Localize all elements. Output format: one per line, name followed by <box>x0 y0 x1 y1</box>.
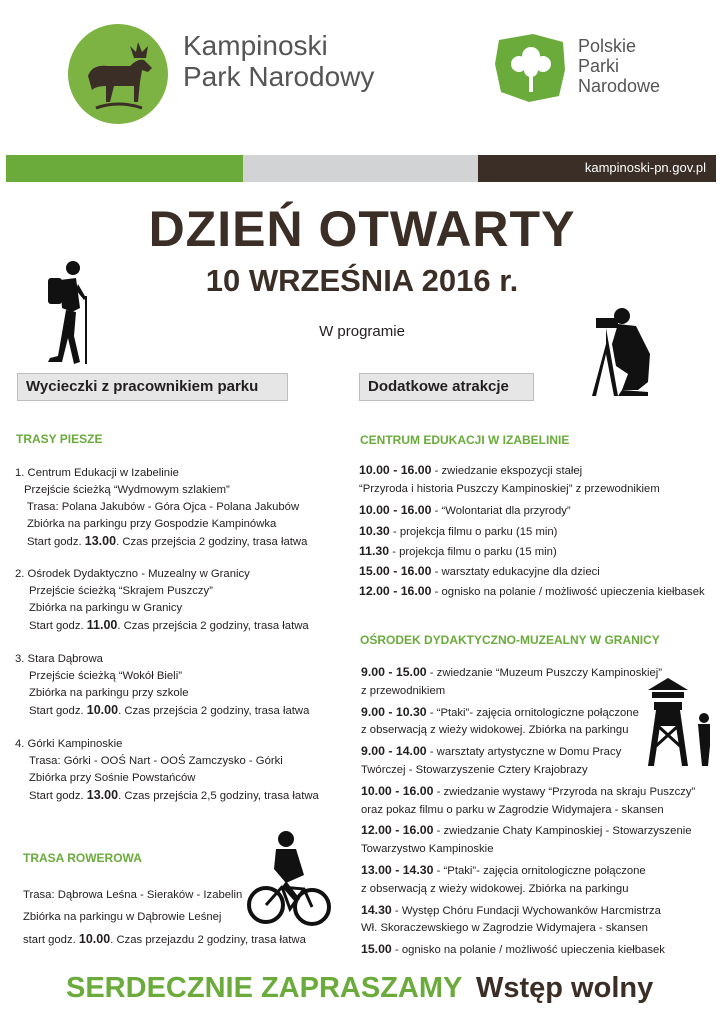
route-4 <box>15 736 319 805</box>
osrodek-item <box>361 883 628 895</box>
centrum-time: 10.00 - 16.00 <box>359 463 432 477</box>
event-date: 10 WRZEŚNIA 2016 r. <box>205 263 519 298</box>
trasy-piesze-heading: TRASY PIESZE <box>16 432 103 446</box>
osrodek-time: 14.30 <box>361 902 392 917</box>
centrum-time: 10.00 - 16.00 <box>359 503 432 518</box>
centrum-time: 11.30 <box>359 543 390 558</box>
route-1-trail: Trasa: Polana Jakubów - Góra Ojca - Polana Jakubów <box>27 501 300 513</box>
program-label: W programie <box>319 323 405 340</box>
route-1-meeting: Zbiórka na parkingu przy Gospodzie Kampinówka <box>27 518 277 530</box>
route-1 <box>15 465 307 551</box>
osrodek-desc: - warsztaty artystyczne w Domu Pracy <box>426 746 622 759</box>
route-3-meeting: Zbiórka na parkingu przy szkole <box>29 687 189 699</box>
osrodek-item <box>361 764 588 776</box>
ppn-logo <box>493 30 569 104</box>
route-1-start: Start godz. 13.00. Czas przejścia 2 godziny, trasa łatwa <box>27 534 308 548</box>
osrodek-heading: OŚRODEK DYDAKTYCZNO-MUZEALNY W GRANICY <box>360 633 660 647</box>
kpn-logo <box>68 24 168 124</box>
osrodek-time: 9.00 - 14.00 <box>361 744 427 759</box>
centrum-desc: - “Wolontariat dla przyrody” <box>431 505 571 518</box>
route-3-path: Przejście ścieżką “Wokół Bieli” <box>29 670 182 682</box>
centrum-time: 10.30 <box>359 523 390 538</box>
osrodek-item <box>361 843 493 855</box>
osrodek-time: 15.00 <box>361 942 392 957</box>
trasa-rowerowa-heading: TRASA ROWEROWA <box>23 851 142 865</box>
watchtower-icon <box>644 676 714 768</box>
osrodek-time: 9.00 - 10.30 <box>361 704 427 719</box>
bike-route-trail: Trasa: Dąbrowa Leśna - Sieraków - Izabelin <box>23 889 243 901</box>
photographer-illustration <box>578 304 658 400</box>
bar-gray <box>243 155 478 182</box>
bar-green <box>6 155 243 182</box>
website-link[interactable]: kampinoski-pn.gov.pl <box>584 160 706 175</box>
osrodek-item <box>361 685 445 697</box>
watchtower-illustration <box>644 676 714 768</box>
osrodek-item <box>361 903 661 917</box>
centrum-item <box>359 584 705 598</box>
route-1-path: Przejście ścieżką “Wydmowym szlakiem” <box>24 484 230 496</box>
centrum-item <box>359 564 600 578</box>
moose-icon <box>68 24 168 124</box>
ppn-line2: Parki <box>578 56 620 76</box>
centrum-heading: CENTRUM EDUKACJI W IZABELINIE <box>360 433 570 447</box>
centrum-item <box>359 544 557 558</box>
route-4-trail: Trasa: Górki - OOŚ Nart - OOŚ Zamczysko - Górki <box>29 755 283 767</box>
osrodek-item <box>361 823 692 837</box>
osrodek-desc: - Występ Chóru Fundacji Wychowanków Harcmistrza <box>391 904 661 917</box>
osrodek-desc: - ognisko na polanie / możliwość upieczenia kiełbasek <box>391 944 665 957</box>
osrodek-item <box>361 804 664 816</box>
centrum-item <box>359 524 557 538</box>
osrodek-desc: - “Ptaki”- zajęcia ornitologiczne połączone <box>426 706 639 719</box>
route-3 <box>15 651 309 720</box>
osrodek-time: 9.00 - 15.00 <box>361 665 427 679</box>
osrodek-desc: - zwiedzanie “Muzeum Puszczy Kampinoskiej” <box>426 667 663 679</box>
free-entry-text: Wstęp wolny <box>476 972 654 1004</box>
route-2 <box>15 566 309 635</box>
centrum-desc: - ognisko na polanie / możliwość upieczenia kiełbasek <box>431 586 705 599</box>
left-section-header: Wycieczki z pracownikiem parku <box>17 373 288 401</box>
kpn-name-line1: Kampinoski <box>183 30 328 61</box>
osrodek-item <box>361 744 621 758</box>
route-4-start: Start godz. 13.00. Czas przejścia 2,5 godziny, trasa łatwa <box>29 788 319 802</box>
osrodek-item <box>361 863 646 877</box>
osrodek-item <box>361 922 648 934</box>
photographer-icon <box>578 304 658 400</box>
tree-icon <box>493 30 569 104</box>
osrodek-desc: - zwiedzanie wystawy “Przyroda na skraju Puszczy” <box>433 785 696 798</box>
osrodek-time: 10.00 - 16.00 <box>361 783 434 798</box>
osrodek-item <box>361 705 639 719</box>
osrodek-desc: Wł. Skoraczewskiego w Zagrodzie Widymajera - skansen <box>361 922 648 935</box>
route-4-meeting: Zbiórka przy Sośnie Powstańców <box>29 772 196 784</box>
route-2-start: Start godz. 11.00. Czas przejścia 2 godziny, trasa łatwa <box>29 618 309 632</box>
osrodek-desc: - zwiedzanie Chaty Kampinoskiej - Stowarzyszenie <box>433 825 692 838</box>
route-3-start: Start godz. 10.00. Czas przejścia 2 godziny, trasa łatwa <box>29 703 310 717</box>
osrodek-time: 12.00 - 16.00 <box>361 823 434 838</box>
route-4-title: 4. Górki Kampinoskie <box>15 738 123 750</box>
centrum-desc: - projekcja filmu o parku (15 min) <box>389 525 558 538</box>
osrodek-desc: z przewodnikiem <box>361 684 446 697</box>
ppn-line1: Polskie <box>578 36 637 56</box>
bike-route-meeting: Zbiórka na parkingu w Dąbrowie Leśnej <box>23 911 222 923</box>
osrodek-desc: Towarzystwo Kampinoskie <box>361 843 494 856</box>
osrodek-item <box>361 665 662 679</box>
osrodek-item <box>361 724 628 736</box>
cyclist-icon <box>246 829 332 929</box>
route-1-title: 1. Centrum Edukacji w Izabelinie <box>15 467 179 479</box>
main-title: DZIEŃ OTWARTY <box>148 201 576 257</box>
kpn-name-line2: Park Narodowy <box>183 61 375 92</box>
route-2-title: 2. Ośrodek Dydaktyczno - Muzealny w Granicy <box>15 568 250 580</box>
centrum-item <box>359 503 571 517</box>
osrodek-time: 13.00 - 14.30 <box>361 863 434 877</box>
route-2-meeting: Zbiórka na parkingu w Granicy <box>29 602 183 614</box>
osrodek-item <box>361 942 665 956</box>
osrodek-desc: - “Ptaki”- zajęcia ornitologiczne połączone <box>433 865 646 877</box>
cyclist-illustration <box>246 829 332 929</box>
osrodek-desc: z obserwacją z wieży widokowej. Zbiórka na parkingu <box>361 724 629 737</box>
hiker-icon <box>40 258 96 368</box>
centrum-time: 12.00 - 16.00 <box>359 584 432 599</box>
centrum-item <box>359 463 582 477</box>
bike-route-start: start godz. 10.00. Czas przejazdu 2 godziny, trasa łatwa <box>23 932 306 946</box>
osrodek-item <box>361 784 695 798</box>
centrum-desc: “Przyroda i historia Puszczy Kampinoskiej” z przewodnikiem <box>359 483 660 496</box>
ppn-line3: Narodowe <box>578 76 661 96</box>
osrodek-desc: z obserwacją z wieży widokowej. Zbiórka na parkingu <box>361 882 629 895</box>
osrodek-desc: Twórczej - Stowarzyszenie Cztery Krajobrazy <box>361 764 588 776</box>
centrum-desc: - projekcja filmu o parku (15 min) <box>389 545 557 558</box>
centrum-item <box>359 483 660 495</box>
route-3-title: 3. Stara Dąbrowa <box>15 653 103 665</box>
route-2-path: Przejście ścieżką “Skrajem Puszczy” <box>29 585 213 597</box>
ppn-name <box>578 36 660 96</box>
kpn-name <box>183 30 374 92</box>
centrum-desc: - zwiedzanie ekspozycji stałej <box>431 465 583 477</box>
invite-text: SERDECZNIE ZAPRASZAMY <box>66 972 463 1004</box>
right-section-header: Dodatkowe atrakcje <box>359 373 534 401</box>
hiker-illustration <box>40 258 96 368</box>
centrum-desc: - warsztaty edukacyjne dla dzieci <box>431 566 600 578</box>
centrum-time: 15.00 - 16.00 <box>359 564 432 578</box>
osrodek-desc: oraz pokaz filmu o parku w Zagrodzie Widymajera - skansen <box>361 803 664 816</box>
